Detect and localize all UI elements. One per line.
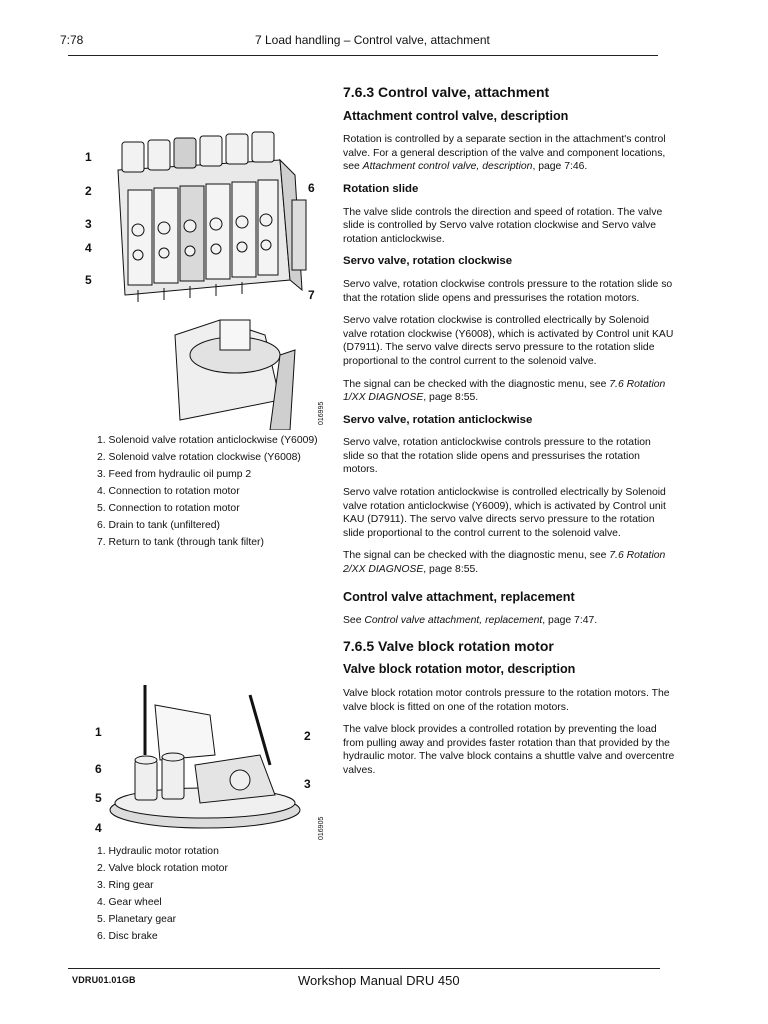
cross-reference-link[interactable]: Control valve attachment, replacement [364,615,543,627]
servo-acw-heading: Servo valve, rotation anticlockwise [343,413,533,426]
replacement-heading: Control valve attachment, replacement [343,589,575,604]
fig1-callout-4: 4 [85,241,92,255]
list-item: 6. Drain to tank (unfiltered) [97,520,221,531]
cross-reference-link[interactable]: Attachment control valve, description [362,161,533,173]
manual-title: Workshop Manual DRU 450 [298,973,460,988]
list-item: 1. Hydraulic motor rotation [97,846,219,857]
servo-acw-text-2: Servo valve rotation anticlockwise is controlled electrically by Solenoid valve rotation anticlockwise (Y6009), which is activated by Control unit KAU (D7911). The servo valve directs servo pressure to the rotation slide proportional to the control current to the solenoid valve. [343,487,666,539]
list-item: 4. Gear wheel [97,897,162,908]
text-column [343,86,675,787]
list-item: 3. Feed from hydraulic oil pump 2 [97,469,252,480]
footer-rule [68,968,660,969]
fig1-id: 016995 [318,401,325,425]
fig1-callout-3: 3 [85,217,92,231]
valve-block-text-1: Valve block rotation motor controls pressure to the rotation motors. The valve block is fitted on one of the rotation motors. [343,688,670,713]
fig2-callout-4: 4 [95,821,102,835]
servo-cw-text-1: Servo valve, rotation clockwise controls pressure to the rotation slide so that the rotation slide opens and pressurises the rotation motors. [343,278,673,304]
servo-acw-text-3: The signal can be checked with the diagnostic menu, see 7.6 Rotation 2/XX DIAGNOSE, page 8:55. [343,550,666,576]
fig1-callout-5: 5 [85,273,92,287]
valve-block-description-heading: Valve block rotation motor, description [343,662,576,677]
fig2-callout-5: 5 [95,791,102,805]
control-valve-illustration [80,130,330,430]
list-item: 3. Ring gear [97,880,154,891]
fig2-callout-3: 3 [304,777,311,791]
replacement-text: See Control valve attachment, replacement, page 7:47. [343,615,598,627]
fig2-id: 016905 [318,816,325,840]
list-item: 4. Connection to rotation motor [97,486,240,497]
list-item: 6. Disc brake [97,931,158,942]
fig2-callout-1: 1 [95,725,102,739]
list-item: 7. Return to tank (through tank filter) [97,537,264,548]
servo-acw-text-1: Servo valve, rotation anticlockwise controls pressure to the rotation slide so that the rotation slide opens and pressurises the rotation motors. [343,437,651,476]
fig1-callout-1: 1 [85,150,92,164]
fig1-legend [97,432,318,551]
header-rule [68,55,658,56]
list-item: 2. Valve block rotation motor [97,863,228,874]
rotation-slide-heading: Rotation slide [343,182,419,195]
rotation-slide-text: The valve slide controls the direction and speed of rotation. The valve slide is controlled by Servo valve rotation clockwise and Servo valve rotation anticlockwise. [343,206,663,245]
list-item: 5. Planetary gear [97,914,177,925]
fig2-callout-6: 6 [95,762,102,776]
attachment-description-heading: Attachment control valve, description [343,108,569,123]
fig1-callout-7: 7 [308,288,315,302]
fig2-legend [97,843,228,945]
servo-cw-text-2: Servo valve rotation clockwise is controlled electrically by Solenoid valve rotation clockwise (Y6008), which is activated by Control unit KAU (D7911). The servo valve directs servo pressure to the rotation slide proportional to the control current to the solenoid valve. [343,315,674,367]
document-code: VDRU01.01GB [72,975,136,985]
cross-reference-link[interactable]: 7.6 Rotation 1/XX DIAGNOSE [343,378,666,404]
list-item: 1. Solenoid valve rotation anticlockwise (Y6009) [97,435,318,446]
fig2-callout-2: 2 [304,729,311,743]
running-header-title: 7 Load handling – Control valve, attachment [255,33,490,47]
cross-reference-link[interactable]: 7.6 Rotation 2/XX DIAGNOSE [343,550,666,576]
attachment-description-text: Rotation is controlled by a separate section in the attachment's control valve. For a general description of the valve and component locations, see Attachment control valve, description, page 7:46. [343,134,666,173]
fig1-callout-2: 2 [85,184,92,198]
list-item: 5. Connection to rotation motor [97,503,240,514]
servo-cw-text-3: The signal can be checked with the diagnostic menu, see 7.6 Rotation 1/XX DIAGNOSE, page 8:55. [343,378,666,404]
servo-cw-heading: Servo valve, rotation clockwise [343,255,513,268]
list-item: 2. Solenoid valve rotation clockwise (Y6008) [97,452,301,463]
rotation-motor-illustration [100,685,315,835]
section-765-heading: 7.6.5 Valve block rotation motor [343,637,554,654]
section-763-heading: 7.6.3 Control valve, attachment [343,84,550,100]
page-number: 7:78 [60,33,84,47]
fig1-callout-6: 6 [308,181,315,195]
valve-block-text-2: The valve block provides a controlled rotation by preventing the load from pulling away and provides faster rotation than that provided by the hydraulic motor. The valve block contains a shuttle valve and overcentre valves. [343,724,675,776]
